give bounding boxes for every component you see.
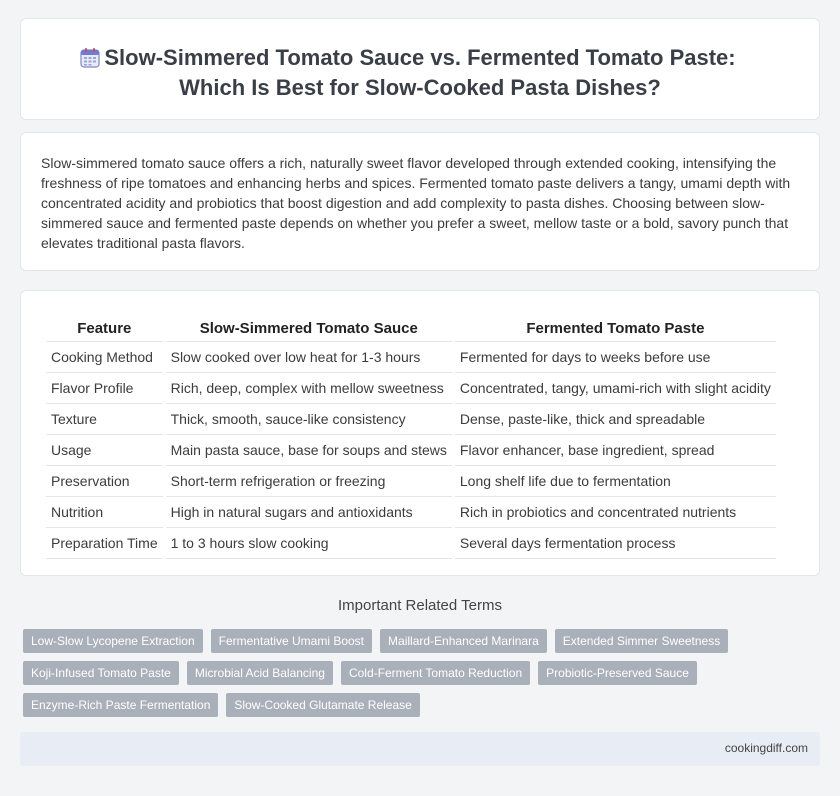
paste-cell: Concentrated, tangy, umami-rich with slight acidity — [455, 373, 776, 404]
related-term-tag[interactable]: Fermentative Umami Boost — [211, 629, 372, 653]
calendar-icon — [79, 47, 101, 69]
intro-paragraph: Slow-simmered tomato sauce offers a rich, naturally sweet flavor developed through extended cooking, intensifying the freshness of ripe tomatoes and enhancing herbs and spices. Fermented tomato paste delivers a tangy, umami depth with concentrated acidity and probiotics that boost digestion and add complexity to pasta dishes. Choosing between slow-simmered sauce and fermented paste depends on whether you prefer a sweet, mellow taste or a bold, savory punch that elevates traditional pasta flavors. — [41, 155, 791, 251]
sauce-cell: Thick, smooth, sauce-like consistency — [166, 404, 452, 435]
feature-cell: Texture — [46, 404, 163, 435]
related-term-tag[interactable]: Enzyme-Rich Paste Fermentation — [23, 693, 218, 717]
intro-card — [20, 132, 820, 271]
feature-cell: Nutrition — [46, 497, 163, 528]
paste-cell: Fermented for days to weeks before use — [455, 342, 776, 373]
header-card — [20, 18, 820, 120]
related-terms-title: Important Related Terms — [338, 597, 502, 614]
paste-cell: Rich in probiotics and concentrated nutrients — [455, 497, 776, 528]
sauce-cell: 1 to 3 hours slow cooking — [166, 528, 452, 559]
paste-cell: Flavor enhancer, base ingredient, spread — [455, 435, 776, 466]
comparison-table — [43, 315, 779, 559]
table-row — [46, 497, 776, 528]
sauce-cell: Slow cooked over low heat for 1-3 hours — [166, 342, 452, 373]
page-title — [21, 43, 819, 103]
related-term-tag[interactable]: Probiotic-Preserved Sauce — [538, 661, 697, 685]
paste-cell: Long shelf life due to fermentation — [455, 466, 776, 497]
sauce-cell: High in natural sugars and antioxidants — [166, 497, 452, 528]
related-term-tag[interactable]: Low-Slow Lycopene Extraction — [23, 629, 203, 653]
sauce-cell: Short-term refrigeration or freezing — [166, 466, 452, 497]
table-row — [46, 373, 776, 404]
table-row — [46, 528, 776, 559]
tag-row — [23, 693, 723, 717]
table-row — [46, 435, 776, 466]
related-term-tag[interactable]: Maillard-Enhanced Marinara — [380, 629, 547, 653]
feature-cell: Cooking Method — [46, 342, 163, 373]
footer-bar — [20, 732, 820, 766]
header-paste: Fermented Tomato Paste — [455, 315, 776, 342]
related-term-tag[interactable]: Slow-Cooked Glutamate Release — [226, 693, 419, 717]
paste-cell: Dense, paste-like, thick and spreadable — [455, 404, 776, 435]
header-feature: Feature — [46, 315, 163, 342]
header-sauce: Slow-Simmered Tomato Sauce — [166, 315, 452, 342]
related-terms-list — [23, 629, 723, 725]
table-row — [46, 404, 776, 435]
feature-cell: Preparation Time — [46, 528, 163, 559]
sauce-cell: Rich, deep, complex with mellow sweetness — [166, 373, 452, 404]
paste-cell: Several days fermentation process — [455, 528, 776, 559]
related-term-tag[interactable]: Cold-Ferment Tomato Reduction — [341, 661, 530, 685]
footer-site-link[interactable]: cookingdiff.com — [724, 741, 808, 755]
tag-row — [23, 629, 723, 653]
feature-cell: Usage — [46, 435, 163, 466]
table-row — [46, 466, 776, 497]
feature-cell: Flavor Profile — [46, 373, 163, 404]
feature-cell: Preservation — [46, 466, 163, 497]
related-term-tag[interactable]: Koji-Infused Tomato Paste — [23, 661, 179, 685]
sauce-cell: Main pasta sauce, base for soups and stews — [166, 435, 452, 466]
title-block — [21, 43, 819, 103]
page-title-line2: Which Is Best for Slow-Cooked Pasta Dishes? — [179, 75, 661, 100]
comparison-card — [20, 290, 820, 576]
table-row — [46, 342, 776, 373]
tag-row — [23, 661, 723, 685]
table-header-row — [46, 315, 776, 342]
related-term-tag[interactable]: Microbial Acid Balancing — [187, 661, 333, 685]
page-title-line1: Slow-Simmered Tomato Sauce vs. Fermented Tomato Paste: — [104, 45, 736, 70]
related-term-tag[interactable]: Extended Simmer Sweetness — [555, 629, 728, 653]
